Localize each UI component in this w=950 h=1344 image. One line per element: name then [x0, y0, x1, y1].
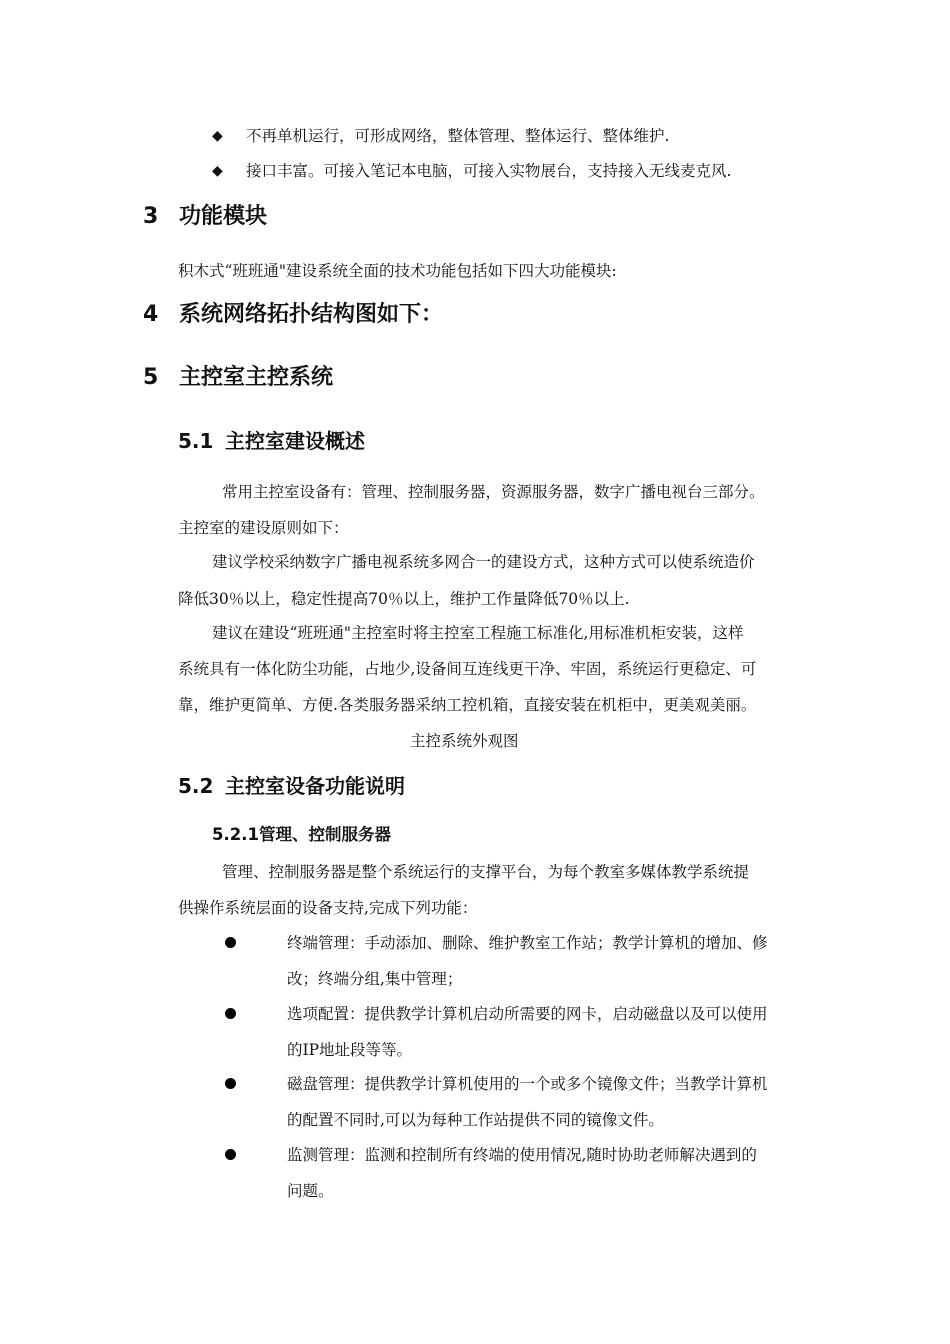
heading-title: 主控室建设概述 — [225, 429, 365, 453]
diamond-bullet-icon: ◆ — [212, 163, 223, 179]
figure-caption: 主控系统外观图 — [410, 732, 519, 750]
heading-title: 系统网络拓扑结构图如下： — [179, 302, 444, 327]
heading-title: 主控室主控系统 — [179, 365, 334, 390]
heading-section-5-2-1: 5.2.1管理、控制服务器 — [212, 825, 391, 844]
list-item-line: 监测管理：监测和控制所有终端的使用情况,随时协助老师解决遇到的 — [287, 1146, 757, 1164]
bullet-text: 不再单机运行，可形成网络，整体管理、整体运行、整体维护. — [246, 127, 670, 145]
paragraph-line: 靠，维护更简单、方便.各类服务器采纳工控机箱，直接安装在机柜中，更美观美丽。 — [178, 696, 757, 714]
heading-title: 功能模块 — [179, 204, 268, 229]
paragraph-line: 降低30％以上，稳定性提高70％以上，维护工作量降低70％以上. — [178, 590, 630, 608]
list-item-line: 问题。 — [287, 1182, 334, 1200]
heading-number: 5.1 — [178, 429, 214, 453]
paragraph: 积木式“班班通"建设系统全面的技术功能包括如下四大功能模块: — [178, 262, 617, 280]
paragraph-line: 供操作系统层面的设备支持,完成下列功能： — [178, 899, 478, 917]
list-item-line: 的IP地址段等等。 — [287, 1041, 413, 1059]
list-item-line: 改；终端分组,集中管理； — [287, 970, 463, 988]
heading-number: 4 — [143, 302, 159, 327]
heading-section-5-2 — [178, 773, 405, 799]
heading-number: 5 — [143, 365, 159, 390]
bullet-text: 接口丰富。可接入笔记本电脑，可接入实物展台，支持接入无线麦克风. — [246, 162, 732, 180]
list-item-line: 终端管理：手动添加、删除、维护教室工作站；教学计算机的增加、修 — [287, 934, 768, 952]
heading-section-5-1 — [178, 428, 365, 454]
paragraph-line: 主控室的建设原则如下： — [178, 519, 349, 537]
paragraph-line: 系统具有一体化防尘功能，占地少,设备间互连线更干净、牢固，系统运行更稳定、可 — [178, 660, 757, 678]
list-item-line: 磁盘管理：提供教学计算机使用的一个或多个镜像文件；当教学计算机 — [287, 1075, 768, 1093]
heading-section-4 — [143, 301, 443, 329]
paragraph-line: 建议在建设“班班通"主控室时将主控室工程施工标准化,用标准机柜安装，这样 — [212, 624, 744, 642]
heading-section-3 — [143, 203, 267, 231]
paragraph-line: 常用主控室设备有：管理、控制服务器，资源服务器，数字广播电视台三部分。 — [222, 483, 765, 501]
heading-number: 5.2 — [178, 774, 214, 798]
bullet-dot-icon — [225, 1149, 236, 1160]
bullet-dot-icon — [225, 1078, 236, 1089]
bullet-dot-icon — [225, 1008, 236, 1019]
heading-section-5 — [143, 364, 333, 392]
paragraph-line: 建议学校采纳数字广播电视系统多网合一的建设方式，这种方式可以使系统造价 — [212, 553, 755, 571]
list-item-line: 选项配置：提供教学计算机启动所需要的网卡，启动磁盘以及可以使用 — [287, 1005, 768, 1023]
paragraph-line: 管理、控制服务器是整个系统运行的支撑平台，为每个教室多媒体教学系统提 — [222, 863, 750, 881]
heading-number: 3 — [143, 204, 159, 229]
heading-title: 主控室设备功能说明 — [225, 774, 405, 798]
diamond-bullet-icon: ◆ — [212, 128, 223, 144]
list-item-line: 的配置不同时,可以为每种工作站提供不同的镜像文件。 — [287, 1111, 664, 1129]
bullet-dot-icon — [225, 937, 236, 948]
